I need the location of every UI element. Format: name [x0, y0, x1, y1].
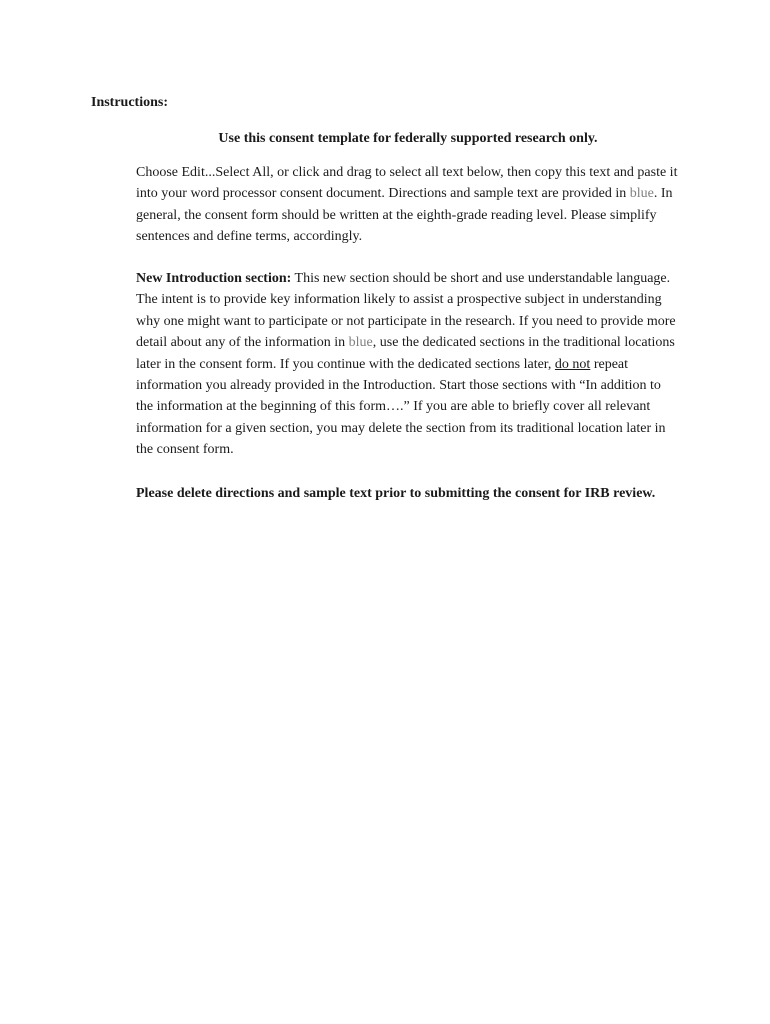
do-not-emphasis: do not	[554, 356, 591, 372]
paragraph1-text-a: Choose Edit...Select All, or click and drag to select all text below, then copy this text and paste it into your word processor consent document. Directions and sample text are provided in	[136, 165, 678, 202]
introduction-section-paragraph	[136, 268, 681, 461]
paragraph1-text-b: . In general, the consent form should be written at the eighth-grade reading level. Please simplify sentences and define terms, accordingly.	[136, 186, 673, 245]
paragraph2-text-b: , use the dedicated sections in the traditional locations later in the consent form. If you continue with the dedicated sections later,	[136, 335, 675, 372]
blue-sample-word: blue	[629, 186, 654, 202]
paragraph2-text-a: This new section should be short and use understandable language. The intent is to provide key information likely to assist a prospective subject in understanding why one might want to participate or not participate in the research. If you need to provide more detail about any of the information in	[136, 271, 676, 351]
introduction-section-label: New Introduction section:	[136, 271, 292, 286]
template-usage-note: Use this consent template for federally supported research only.	[218, 131, 598, 146]
delete-directions-note: Please delete directions and sample text prior to submitting the consent for IRB review.	[136, 486, 656, 501]
instructions-heading: Instructions:	[91, 95, 169, 110]
blue-sample-word: blue	[348, 335, 373, 351]
paragraph2-text-c: repeat information you already provided in the Introduction. Start those sections with “In addition to the information at the beginning of this form….” If you are able to briefly cover all relevant information for a given section, you may delete the section from its traditional location later in the consent form.	[136, 356, 666, 458]
instructions-paragraph	[136, 162, 681, 248]
